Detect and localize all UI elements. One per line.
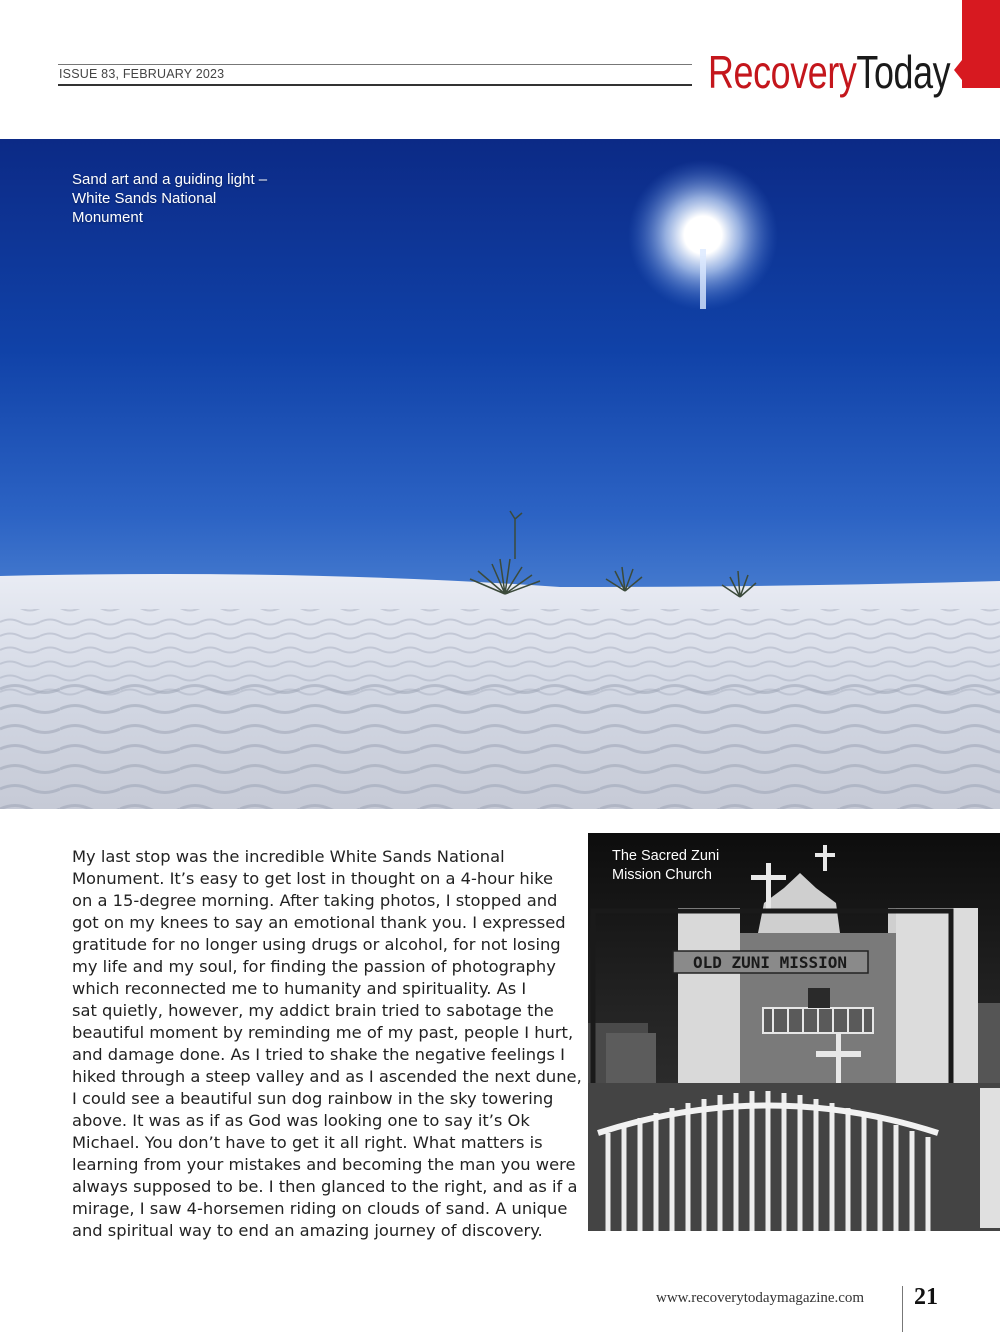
issue-label: ISSUE 83, FEBRUARY 2023	[59, 67, 225, 81]
brand-logo-recovery: Recovery	[708, 46, 857, 98]
article-line: my life and my soul, for finding the passion of photography	[72, 957, 556, 976]
article-line: Monument. It’s easy to get lost in thought on a 4-hour hike	[72, 869, 554, 888]
article-line: learning from your mistakes and becoming the man you were	[72, 1155, 576, 1174]
page-number: 21	[914, 1284, 938, 1310]
article-line: gratitude for no longer using drugs or alcohol, for not losing	[72, 935, 561, 954]
footer-url[interactable]: www.recoverytodaymagazine.com	[656, 1290, 865, 1306]
article-line: and spiritual way to end an amazing journey of discovery.	[72, 1221, 543, 1240]
red-ribbon-icon	[954, 0, 1000, 88]
article-line: always supposed to be. I then glanced to the right, and as if a	[72, 1177, 578, 1196]
article-line: Michael. You don’t have to get it all right. What matters is	[72, 1133, 543, 1152]
article-line: and damage done. As I tried to shake the negative feelings I	[72, 1045, 565, 1064]
article-line: I could see a beautiful sun dog rainbow in the sky towering	[72, 1089, 554, 1108]
hero-photo-white-sands	[0, 139, 1000, 809]
church-photo	[588, 833, 1000, 1231]
header-rule-top	[58, 64, 692, 65]
article-line: sat quietly, however, my addict brain tried to sabotage the	[72, 1001, 554, 1020]
church-sign-text: OLD ZUNI MISSION	[692, 953, 848, 972]
article-line: mirage, I saw 4-horsemen riding on clouds of sand. A unique	[72, 1199, 568, 1218]
brand-logo	[708, 44, 950, 100]
article-line: hiked through a steep valley and as I ascended the next dune,	[72, 1067, 582, 1086]
church-caption: The Sacred Zuni Mission Church	[612, 848, 720, 883]
article-line: beautiful moment by reminding me of my past, people I hurt,	[72, 1023, 574, 1042]
brand-logo-today: Today	[856, 46, 951, 98]
article-line: above. It was as if as God was looking one to say it’s Ok	[72, 1111, 530, 1130]
hero-caption: Sand art and a guiding light – White Sands National Monument	[72, 171, 268, 226]
article-line: got on my knees to say an emotional thank you. I expressed	[72, 913, 566, 932]
article-body	[72, 846, 582, 1242]
article-line: which reconnected me to humanity and spirituality. As I	[72, 979, 527, 998]
header-rule-bottom	[58, 84, 692, 86]
footer-divider	[902, 1286, 903, 1332]
article-line: My last stop was the incredible White Sands National	[72, 847, 505, 866]
article-line: on a 15-degree morning. After taking photos, I stopped and	[72, 891, 558, 910]
